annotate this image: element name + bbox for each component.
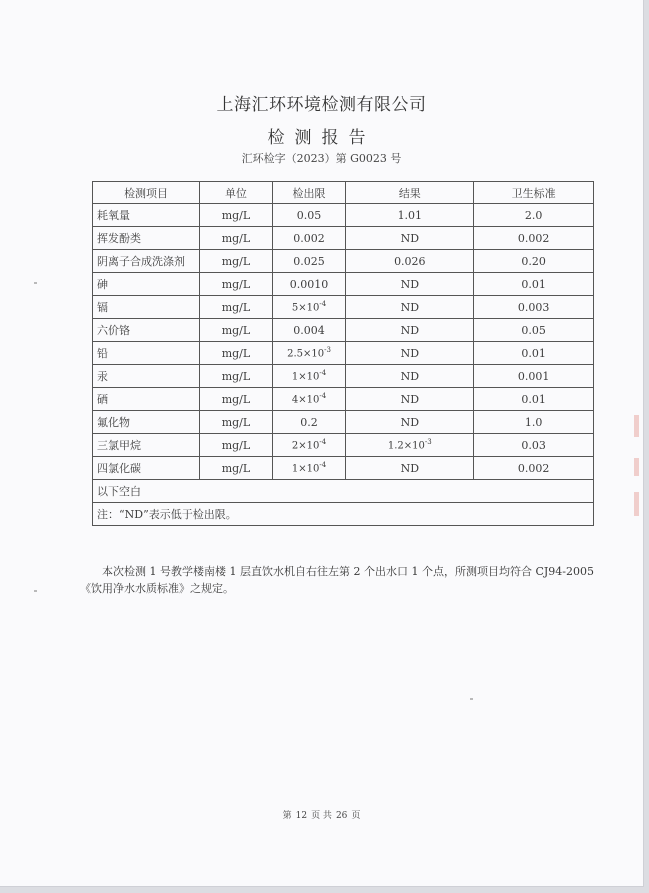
result-cell: 1.01 bbox=[346, 204, 474, 227]
unit-cell: mg/L bbox=[200, 434, 273, 457]
column-header-result: 结果 bbox=[346, 182, 474, 204]
limit-mantissa: 2×10 bbox=[291, 440, 320, 452]
column-header-item: 检测项目 bbox=[93, 182, 200, 204]
unit-cell: mg/L bbox=[200, 250, 273, 273]
result-cell: ND bbox=[346, 319, 474, 342]
item-cell: 氟化物 bbox=[93, 411, 200, 434]
limit-cell: 0.0010 bbox=[272, 273, 346, 296]
item-cell: 六价铬 bbox=[93, 319, 200, 342]
table-row bbox=[93, 250, 594, 273]
limit-mantissa: 1×10 bbox=[291, 463, 320, 475]
table-row bbox=[93, 227, 594, 250]
result-cell: ND bbox=[346, 227, 474, 250]
result-cell bbox=[346, 434, 474, 457]
limit-cell bbox=[272, 457, 346, 480]
page-total: 26 bbox=[335, 811, 348, 821]
limit-cell: 0.004 bbox=[272, 319, 346, 342]
unit-cell: mg/L bbox=[200, 296, 273, 319]
unit-cell: mg/L bbox=[200, 273, 273, 296]
conclusion-paragraph: 本次检测 1 号教学楼南楼 1 层直饮水机自右往左第 2 个出水口 1 个点，所测项目均符合 CJ94-2005《饮用净水水质标准》之规定。 bbox=[80, 565, 594, 595]
limit-cell bbox=[272, 342, 346, 365]
limit-exponent: -4 bbox=[319, 392, 327, 401]
table-row bbox=[93, 273, 594, 296]
limit-exponent: -4 bbox=[319, 438, 327, 447]
limit-cell: 0.05 bbox=[272, 204, 346, 227]
report-title: 检测报告 bbox=[267, 128, 376, 148]
standard-cell: 0.01 bbox=[474, 273, 594, 296]
column-header-standard: 卫生标准 bbox=[474, 182, 594, 204]
item-cell: 挥发酚类 bbox=[93, 227, 200, 250]
unit-cell: mg/L bbox=[200, 204, 273, 227]
table-row bbox=[93, 319, 594, 342]
limit-cell bbox=[272, 365, 346, 388]
table-header-row bbox=[93, 182, 594, 204]
result-cell: ND bbox=[346, 342, 474, 365]
unit-cell: mg/L bbox=[200, 457, 273, 480]
result-cell: ND bbox=[346, 388, 474, 411]
result-cell: ND bbox=[346, 296, 474, 319]
limit-cell bbox=[272, 296, 346, 319]
item-cell: 铅 bbox=[93, 342, 200, 365]
scan-speck bbox=[34, 282, 37, 284]
standard-cell: 1.0 bbox=[474, 411, 594, 434]
limit-exponent: -4 bbox=[319, 300, 327, 309]
item-cell: 四氯化碳 bbox=[93, 457, 200, 480]
table-row bbox=[93, 434, 594, 457]
limit-mantissa: 4×10 bbox=[291, 394, 320, 406]
result-cell: 0.026 bbox=[346, 250, 474, 273]
result-cell: ND bbox=[346, 365, 474, 388]
footnote-row bbox=[93, 503, 594, 526]
unit-cell: mg/L bbox=[200, 319, 273, 342]
page-current: 12 bbox=[295, 811, 308, 821]
column-header-limit: 检出限 bbox=[272, 182, 346, 204]
footnote: 注：“ND”表示低于检出限。 bbox=[93, 503, 594, 526]
item-cell: 硒 bbox=[93, 388, 200, 411]
limit-exponent: -4 bbox=[319, 369, 327, 378]
item-cell: 耗氧量 bbox=[93, 204, 200, 227]
scan-speck bbox=[470, 698, 473, 700]
page-prefix: 第 bbox=[282, 811, 292, 821]
table-row bbox=[93, 342, 594, 365]
company-name: 上海汇环环境检测有限公司 bbox=[216, 95, 427, 115]
page-suffix: 页 bbox=[351, 811, 361, 821]
item-cell: 阴离子合成洗涤剂 bbox=[93, 250, 200, 273]
table-row bbox=[93, 411, 594, 434]
unit-cell: mg/L bbox=[200, 388, 273, 411]
unit-cell: mg/L bbox=[200, 411, 273, 434]
standard-cell: 0.03 bbox=[474, 434, 594, 457]
blank-note-row bbox=[93, 480, 594, 503]
unit-cell: mg/L bbox=[200, 365, 273, 388]
limit-cell: 0.025 bbox=[272, 250, 346, 273]
table-row bbox=[93, 296, 594, 319]
standard-cell: 0.003 bbox=[474, 296, 594, 319]
standard-cell: 0.001 bbox=[474, 365, 594, 388]
unit-cell: mg/L bbox=[200, 227, 273, 250]
blank-note: 以下空白 bbox=[93, 480, 594, 503]
standard-cell: 0.20 bbox=[474, 250, 594, 273]
result-cell: ND bbox=[346, 273, 474, 296]
scan-speck bbox=[34, 590, 37, 592]
standard-cell: 0.01 bbox=[474, 388, 594, 411]
seal-edge-mark bbox=[634, 492, 639, 516]
item-cell: 砷 bbox=[93, 273, 200, 296]
standard-cell: 0.002 bbox=[474, 457, 594, 480]
seal-edge-mark bbox=[634, 415, 639, 437]
limit-cell bbox=[272, 434, 346, 457]
item-cell: 汞 bbox=[93, 365, 200, 388]
page-mid: 页 共 bbox=[311, 811, 332, 821]
limit-cell: 0.2 bbox=[272, 411, 346, 434]
result-cell: ND bbox=[346, 457, 474, 480]
limit-mantissa: 2.5×10 bbox=[287, 348, 325, 360]
standard-cell: 0.002 bbox=[474, 227, 594, 250]
limit-cell: 0.002 bbox=[272, 227, 346, 250]
result-cell: ND bbox=[346, 411, 474, 434]
table-row bbox=[93, 457, 594, 480]
standard-cell: 2.0 bbox=[474, 204, 594, 227]
limit-exponent: -4 bbox=[319, 461, 327, 470]
limit-mantissa: 5×10 bbox=[291, 302, 320, 314]
results-table bbox=[92, 181, 594, 526]
result-exponent: -3 bbox=[424, 438, 432, 447]
limit-mantissa: 1×10 bbox=[291, 371, 320, 383]
page-footer bbox=[0, 808, 643, 821]
item-cell: 镉 bbox=[93, 296, 200, 319]
report-number: 汇环检字（2023）第 G0023 号 bbox=[241, 152, 402, 165]
seal-edge-mark bbox=[634, 458, 639, 476]
standard-cell: 0.05 bbox=[474, 319, 594, 342]
unit-cell: mg/L bbox=[200, 342, 273, 365]
limit-exponent: -3 bbox=[324, 346, 331, 355]
table-row bbox=[93, 204, 594, 227]
table-row bbox=[93, 388, 594, 411]
table-row bbox=[93, 365, 594, 388]
column-header-unit: 单位 bbox=[200, 182, 273, 204]
limit-cell bbox=[272, 388, 346, 411]
result-mantissa: 1.2×10 bbox=[387, 440, 425, 452]
standard-cell: 0.01 bbox=[474, 342, 594, 365]
item-cell: 三氯甲烷 bbox=[93, 434, 200, 457]
